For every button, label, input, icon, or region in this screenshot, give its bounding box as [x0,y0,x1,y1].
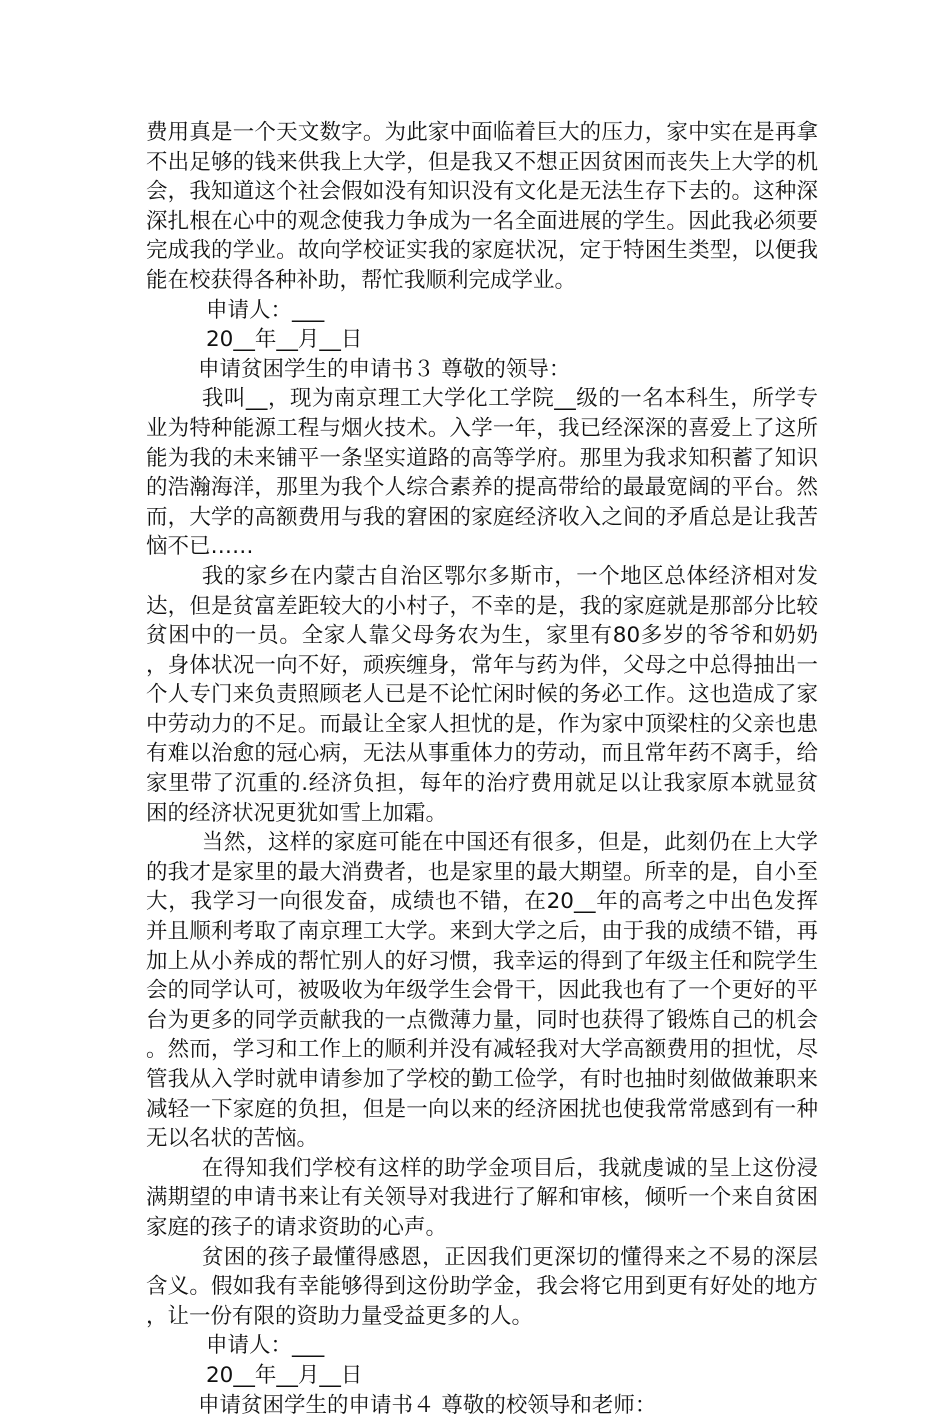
letter-4-heading: 申请贫困学生的申请书４ 尊敬的校领导和老师： [198,1392,657,1418]
paragraph-request: 在得知我们学校有这样的助学金项目后，我就虔诚的呈上这份浸满期望的申请书来让有关领导对我进行了解和审核，倾听一个来自贫困家庭的孩子的请求资助的心声。 [146,1155,818,1240]
letter-3-heading: 申请贫困学生的申请书３ 尊敬的领导： [198,356,571,382]
paragraph-self-introduction: 我叫__，现为南京理工大学化工学院__级的一名本科生，所学专业为特种能源工程与烟火技术。入学一年，我已经深深的喜爱上了这所能为我的未来铺平一条坚实道路的高等学府。那里为我求知积蓄了知识的浩瀚海洋，那里为我个人综合素养的提高带给的最最宽阔的平台。然而，大学的高额费用与我的窘困的家庭经济收入之间的矛盾总是让我苦恼不已…… [146,386,818,560]
paragraph-gratitude: 贫困的孩子最懂得感恩，正因我们更深切的懂得来之不易的深层含义。假如我有幸能够得到这份助学金，我会将它用到更有好处的地方，让一份有限的资助力量受益更多的人。 [146,1244,818,1329]
paragraph-family-burden: 费用真是一个天文数字。为此家中面临着巨大的压力，家中实在是再拿不出足够的钱来供我上大学，但是我又不想正因贫困而丧失上大学的机会，我知道这个社会假如没有知识没有文化是无法生存下去的。这种深深扎根在心中的观念使我力争成为一名全面进展的学生。因此我必须要完成我的学业。故向学校证实我的家庭状况，定于特困生类型，以便我能在校获得各种补助，帮忙我顺利完成学业。 [146,120,818,293]
document-body [146,118,818,1420]
paragraph-hometown-family: 我的家乡在内蒙古自治区鄂尔多斯市，一个地区总体经济相对发达，但是贫富差距较大的小村子，不幸的是，我的家庭就是那部分比较贫困中的一员。全家人靠父母务农为生，家里有80多岁的爷爷和奶奶，身体状况一向不好，顽疾缠身，常年与药为伴，父母之中总得抽出一个人专门来负责照顾老人已是不论忙闲时候的务必工作。这也造成了家中劳动力的不足。而最让全家人担忧的是，作为家中顶梁柱的父亲也患有难以治愈的冠心病，无法从事重体力的劳动，而且常年药不离手，给家里带了沉重的.经济负担，每年的治疗费用就足以让我家原本就显贫困的经济状况更犹如雪上加霜。 [146,563,818,826]
applicant-signature-line: 申请人：___ [206,297,325,323]
paragraph-study-achievements: 当然，这样的家庭可能在中国还有很多，但是，此刻仍在上大学的我才是家里的最大消费者，也是家里的最大期望。所幸的是，自小至大，我学习一向很发奋，成绩也不错，在20__年的高考之中出色发挥并且顺利考取了南京理工大学。来到大学之后，由于我的成绩不错，再加上从小养成的帮忙别人的好习惯，我幸运的得到了年级主任和院学生会的同学认可，被吸收为年级学生会骨干，因此我也有了一个更好的平台为更多的同学贡献我的一点微薄力量，同时也获得了锻炼自己的机会。然而，学习和工作上的顺利并没有减轻我对大学高额费用的担忧，尽管我从入学时就申请参加了学校的勤工俭学，有时也抽时刻做做兼职来减轻一下家庭的负担，但是一向以来的经济困扰也使我常常感到有一种无以名状的苦恼。 [146,830,818,1152]
date-line: 20__年__月__日 [206,327,363,353]
date-line: 20__年__月__日 [206,1362,363,1388]
applicant-signature-line: 申请人：___ [206,1333,325,1359]
